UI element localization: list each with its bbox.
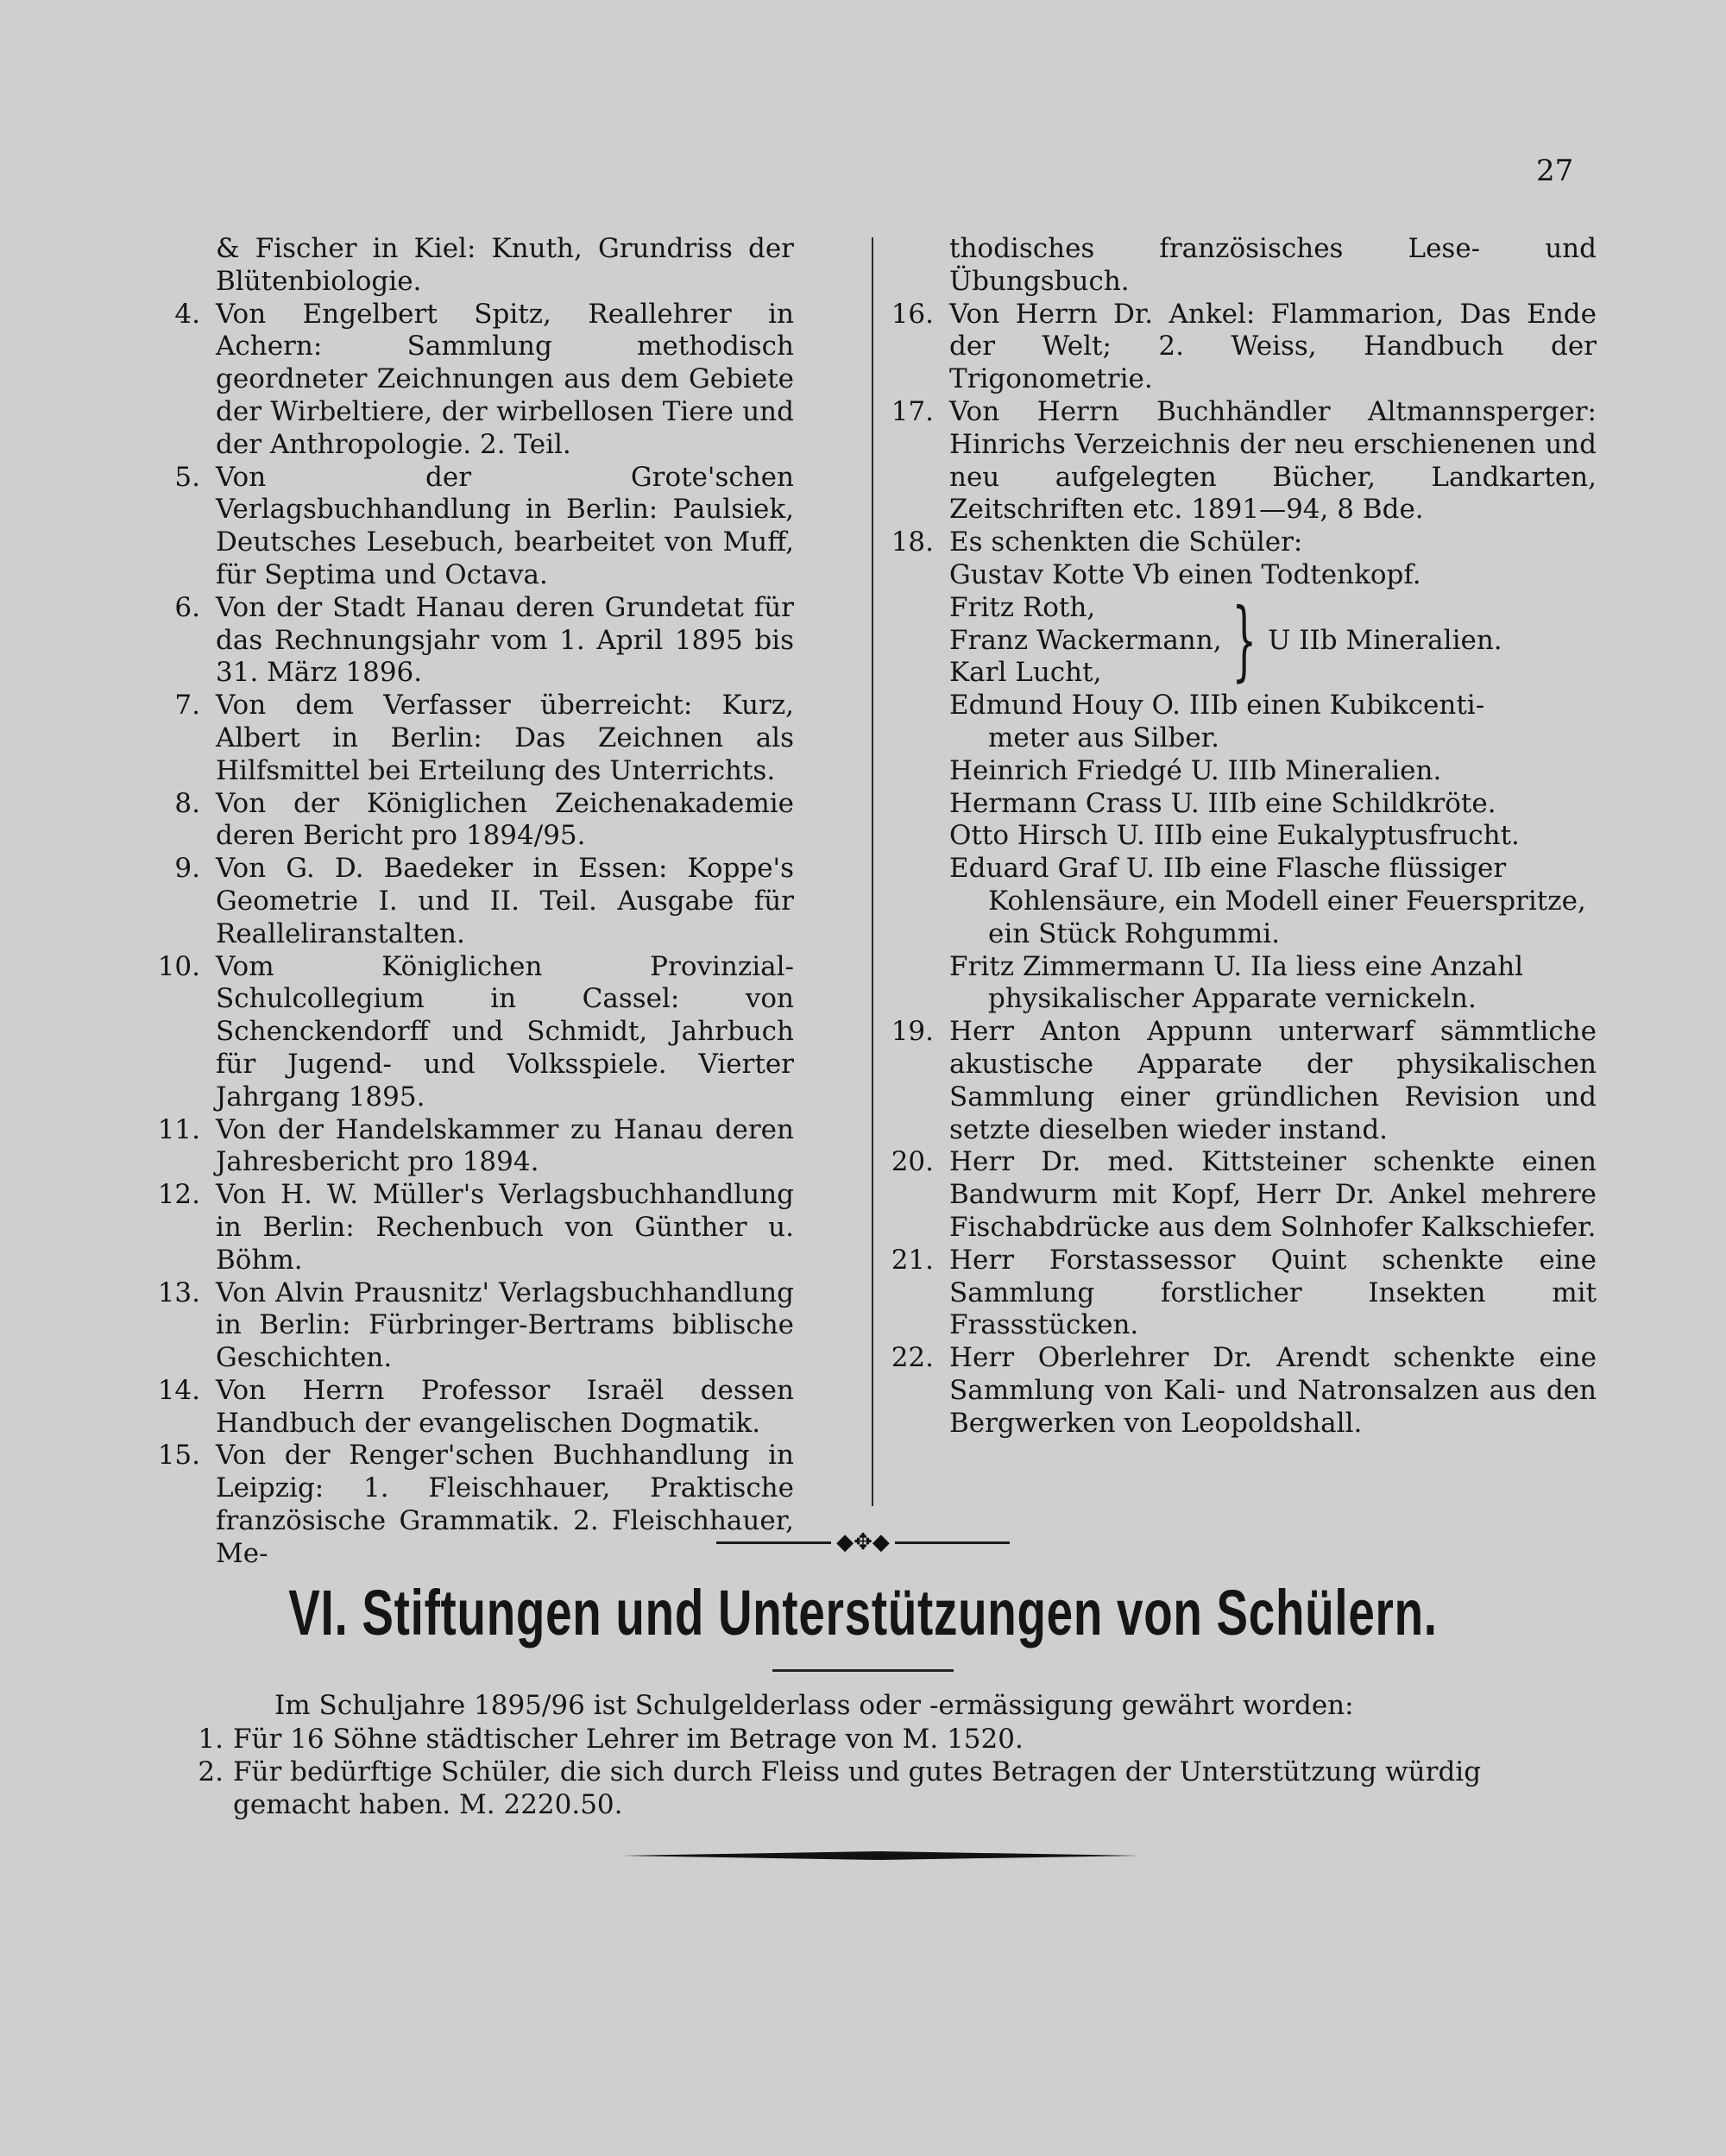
item-number: 21. [891, 1244, 934, 1276]
item-text: Von Herrn Professor Israël dessen Handbuch der evangelischen Dogmatik. [216, 1374, 794, 1439]
item-number: 17. [891, 395, 934, 427]
item-number: 15. [157, 1440, 200, 1472]
ornament-line [895, 1541, 1010, 1544]
list-item [155, 1277, 794, 1375]
item-text: Herr Forstassessor Quint schenkte eine Sammlung forstlicher Insekten mit Frassstücken. [949, 1244, 1597, 1341]
list-item [155, 788, 794, 854]
item-number: 6. [174, 591, 200, 623]
item-number: 9. [174, 853, 200, 885]
item-text: Herr Dr. med. Kittsteiner schenkte einen Bandwurm mit Kopf, Herr Dr. Ankel mehrere Fischabdrücke aus dem Solnhofer Kalkschiefer. [949, 1146, 1597, 1243]
item-text: Von Herrn Dr. Ankel: Flammarion, Das Ende der Welt; 2. Weiss, Handbuch der Trigonometrie. [949, 298, 1597, 395]
item-number: 1. [198, 1724, 224, 1755]
list-item [155, 690, 794, 787]
section-title: VI. Stiftungen und Unterstützungen von Schülern. [288, 1577, 1438, 1649]
list-item [889, 299, 1597, 396]
item-number: 7. [174, 690, 200, 722]
item-number: 20. [891, 1146, 934, 1178]
donor-name: Karl Lucht, [949, 657, 1102, 689]
list-item [155, 462, 794, 592]
item-number: 11. [157, 1113, 200, 1145]
donation-line: Otto Hirsch U. IIIb eine Eukalyptusfrucht. [949, 820, 1520, 852]
item-number: 2. [198, 1756, 224, 1787]
list-item [889, 1342, 1597, 1440]
item-number: 19. [891, 1016, 934, 1048]
list-item [889, 396, 1597, 526]
ornament-divider [716, 1529, 1010, 1555]
item-number: 18. [891, 526, 934, 558]
donor-names [949, 592, 1222, 690]
list-item-continuation: & Fischer in Kiel: Knuth, Grundriss der Blütenbiologie. [216, 233, 794, 297]
item-text: Von der Renger'schen Buchhandlung in Leipzig: 1. Fleischhauer, Praktische französische Grammatik. 2. Fleischhauer, Me- [216, 1440, 794, 1569]
item-text: Von Alvin Prausnitz' Verlagsbuchhandlung in Berlin: Fürbringer-Bertrams biblische Geschichten. [216, 1277, 794, 1374]
item-text: Für 16 Söhne städtischer Lehrer im Betrage von M. 1520. [233, 1724, 1024, 1755]
list-item [889, 1245, 1597, 1342]
item-text: Von der Stadt Hanau deren Grundetat für das Rechnungsjahr vom 1. April 1895 bis 31. März 1896. [216, 591, 794, 689]
title-rule [772, 1669, 954, 1672]
section-intro: Im Schuljahre 1895/96 ist Schulgelderlass oder -ermässigung gewährt worden: [274, 1690, 1354, 1721]
list-item [155, 592, 794, 690]
list-item [889, 526, 1597, 559]
donation-line: Kohlensäure, ein Modell einer Feuerspritze, [988, 885, 1586, 917]
item-number: 10. [157, 950, 200, 982]
list-item [186, 1756, 1592, 1821]
item-number: 13. [157, 1277, 200, 1308]
donation-line: meter aus Silber. [988, 722, 1219, 753]
donation-line: Heinrich Friedgé U. IIIb Mineralien. [949, 754, 1442, 786]
donation-line: Eduard Graf U. IIb eine Flasche flüssiger [949, 853, 1507, 885]
item-number: 5. [174, 461, 200, 493]
list-item [186, 1723, 1592, 1756]
donation-line: Gustav Kotte Vb einen Todtenkopf. [949, 558, 1421, 590]
end-rule [621, 1851, 1139, 1860]
list-item-continuation: thodisches französisches Lese- und Übungsbuch. [949, 233, 1597, 297]
item-number: 16. [891, 298, 934, 330]
donation-line: ein Stück Rohgummi. [988, 917, 1281, 949]
list-item [155, 1114, 794, 1180]
list-item [155, 951, 794, 1114]
item-text: Vom Königlichen Provinzial-Schulcollegium in Cassel: von Schenckendorff und Schmidt, Jahrbuch für Jugend- und Volksspiele. Vierter Jahrgang 1895. [216, 950, 794, 1113]
donation-line: physikalischer Apparate vernickeln. [988, 983, 1477, 1015]
donation-line: Edmund Houy O. IIIb einen Kubikcenti- [949, 690, 1485, 722]
item-text: Von G. D. Baedeker in Essen: Koppe's Geometrie I. und II. Teil. Ausgabe für Realleliranstalten. [216, 853, 794, 949]
list-item [155, 1179, 794, 1277]
left-column [155, 233, 794, 1571]
item-text: Herr Oberlehrer Dr. Arendt schenkte eine Sammlung von Kali- und Natronsalzen aus den Bergwerken von Leopoldshall. [949, 1342, 1597, 1439]
list-item [155, 1375, 794, 1440]
item-number: 8. [174, 787, 200, 819]
section-list [186, 1723, 1592, 1821]
list-item [155, 1440, 794, 1570]
item-text: Von H. W. Müller's Verlagsbuchhandlung in Berlin: Rechenbuch von Günther u. Böhm. [216, 1179, 794, 1276]
column-divider [872, 237, 873, 1506]
page-number: 27 [1536, 154, 1574, 188]
donation-line: Fritz Zimmermann U. IIa liess eine Anzahl [949, 950, 1524, 982]
item-number: 4. [174, 298, 200, 330]
item-text: Von Herrn Buchhändler Altmannsperger: Hinrichs Verzeichnis der neu erschienenen und neu aufgelegten Bücher, Landkarten, Zeitschriften etc. 1891—94, 8 Bde. [949, 395, 1597, 526]
list-item [155, 299, 794, 462]
donation-line: Hermann Crass U. IIIb eine Schildkröte. [949, 787, 1496, 819]
donor-group-note: U IIb Mineralien. [1268, 624, 1502, 656]
item-text: Von der Grote'schen Verlagsbuchhandlung in Berlin: Paulsiek, Deutsches Lesebuch, bearbeitet von Muff, für Septima und Octava. [216, 461, 794, 590]
list-item [889, 1016, 1597, 1146]
brace-icon: } [1232, 589, 1257, 691]
item-text: Von dem Verfasser überreicht: Kurz, Albert in Berlin: Das Zeichnen als Hilfsmittel bei Erteilung des Unterrichts. [216, 690, 794, 786]
item-number: 22. [891, 1342, 934, 1374]
item-number: 14. [157, 1374, 200, 1406]
item-text: Herr Anton Appunn unterwarf sämmtliche akustische Apparate der physikalischen Sammlung einer gründlichen Revision und setzte dieselben wieder instand. [949, 1016, 1597, 1145]
list-item [155, 853, 794, 950]
right-column [889, 233, 1597, 1440]
ornament-icon: ◆✥◆ [836, 1529, 890, 1555]
list-item [889, 1146, 1597, 1244]
item-text: Von der Königlichen Zeichenakademie deren Bericht pro 1894/95. [216, 787, 794, 852]
ornament-line [716, 1541, 831, 1544]
item-text: Für bedürftige Schüler, die sich durch Fleiss und gutes Betragen der Unterstützung würdig gemacht haben. M. 2220.50. [233, 1756, 1482, 1820]
donor-name: Fritz Roth, [949, 591, 1096, 623]
donor-name: Franz Wackermann, [949, 624, 1222, 656]
item-text: Von Engelbert Spitz, Reallehrer in Achern: Sammlung methodisch geordneter Zeichnungen aus dem Gebiete der Wirbeltiere, der wirbellosen Tiere und der Anthropologie. 2. Teil. [216, 298, 794, 460]
item-text: Von der Handelskammer zu Hanau deren Jahresbericht pro 1894. [216, 1113, 794, 1178]
donor-group [889, 589, 1597, 691]
item-number: 12. [157, 1179, 200, 1211]
item-text: Es schenkten die Schüler: [949, 526, 1303, 558]
